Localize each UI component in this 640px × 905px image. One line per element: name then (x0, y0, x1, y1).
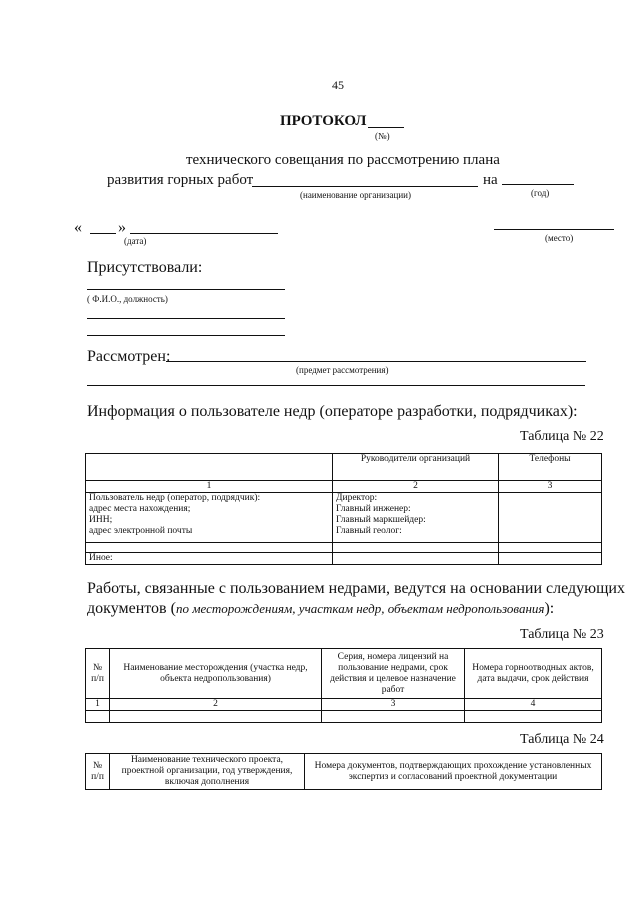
t22-empty-cell[interactable] (499, 543, 602, 553)
open-quote: « (74, 219, 82, 236)
t23-header-3: Номера горноотводных актов, дата выдачи, срок действия (465, 649, 602, 699)
table-23 (85, 648, 602, 723)
t22-user-line: адрес электронной почты (89, 526, 193, 536)
t23-header-2: Серия, номера лицензий на пользование недрами, срок действия и целевое назначение работ (322, 649, 465, 699)
attendee-field-2[interactable] (87, 318, 285, 319)
t22-user-cell (86, 493, 333, 543)
na-word: на (483, 172, 498, 188)
t22-head-line: Директор: (336, 493, 378, 503)
t24-header-1: Наименование технического проекта, проектной организации, год утверждения, включая дополнения (110, 754, 305, 790)
t22-head-line: Главный инженер: (336, 504, 411, 514)
t22-other-cell[interactable] (333, 553, 499, 565)
t23-header-0: № п/п (86, 649, 110, 699)
t23-num-1: 1 (86, 699, 110, 711)
t22-header-0 (86, 454, 333, 481)
t23-empty-cell[interactable] (86, 711, 110, 723)
t22-empty-cell[interactable] (86, 543, 333, 553)
t22-user-line: адрес места нахождения; (89, 504, 191, 514)
works-heading-line1: Работы, связанные с пользованием недрами, ведутся на основании следующих (87, 580, 625, 597)
subject-field[interactable] (166, 361, 586, 362)
page-number: 45 (332, 78, 344, 92)
date-label: (дата) (124, 236, 147, 246)
t23-num-2: 2 (110, 699, 322, 711)
works-heading-end: ): (544, 600, 555, 617)
org-label: (наименование организации) (300, 190, 411, 200)
t22-phones-cell[interactable] (499, 493, 602, 543)
subject-label: (предмет рассмотрения) (296, 365, 389, 375)
fio-label: ( Ф.И.О., должность) (87, 294, 168, 304)
t22-num-1: 1 (86, 481, 333, 493)
t22-num-3: 3 (499, 481, 602, 493)
t23-num-3: 3 (322, 699, 465, 711)
t22-other-cell[interactable] (499, 553, 602, 565)
info-heading: Информация о пользователе недр (операторе разработки, подрядчиках): (87, 403, 578, 420)
t23-num-4: 4 (465, 699, 602, 711)
t22-header-2: Телефоны (499, 454, 602, 481)
place-label: (место) (545, 233, 574, 243)
t22-user-line: ИНН; (89, 515, 113, 525)
reviewed-title: Рассмотрен: (87, 348, 171, 365)
t24-header-0: № п/п (86, 754, 110, 790)
works-heading-italic: по месторождениям, участкам недр, объектам недропользования (175, 601, 545, 616)
number-label: (№) (375, 131, 390, 141)
table-24 (85, 753, 602, 790)
t22-head-line: Главный геолог: (336, 526, 402, 536)
table23-caption: Таблица № 23 (520, 627, 604, 642)
day-field[interactable] (90, 233, 116, 234)
works-heading-start: документов ( (87, 600, 176, 617)
year-field[interactable] (502, 184, 574, 185)
t22-num-2: 2 (333, 481, 499, 493)
works-heading-line2 (87, 600, 554, 618)
t22-user-line: Пользователь недр (оператор, подрядчик): (89, 493, 261, 503)
t23-header-1: Наименование месторождения (участка недр, объекта недропользования) (110, 649, 322, 699)
year-label: (год) (531, 188, 550, 198)
t22-head-line: Главный маркшейдер: (336, 515, 426, 525)
t23-empty-cell[interactable] (322, 711, 465, 723)
t22-heads-cell (333, 493, 499, 543)
table22-caption: Таблица № 22 (520, 429, 604, 444)
place-field[interactable] (494, 229, 614, 230)
t23-empty-cell[interactable] (465, 711, 602, 723)
t22-header-1: Руководители организаций (333, 454, 499, 481)
month-field[interactable] (130, 233, 278, 234)
subtitle-line1: технического совещания по рассмотрению плана (186, 152, 500, 168)
t24-header-2: Номера документов, подтверждающих прохождение установленных экспертиз и согласований проектной документации (305, 754, 602, 790)
present-title: Присутствовали: (87, 259, 203, 276)
table-22 (85, 453, 602, 565)
close-quote: » (118, 219, 126, 236)
table24-caption: Таблица № 24 (520, 732, 604, 747)
attendee-field-1[interactable] (87, 289, 285, 290)
t22-other-label: Иное: (86, 553, 333, 565)
attendee-field-3[interactable] (87, 335, 285, 336)
org-name-field[interactable] (252, 186, 478, 187)
subtitle-line2: развития горных работ (107, 172, 254, 188)
page-title: ПРОТОКОЛ (280, 113, 367, 129)
t22-empty-cell[interactable] (333, 543, 499, 553)
subject-field-2[interactable] (87, 385, 585, 386)
t23-empty-cell[interactable] (110, 711, 322, 723)
